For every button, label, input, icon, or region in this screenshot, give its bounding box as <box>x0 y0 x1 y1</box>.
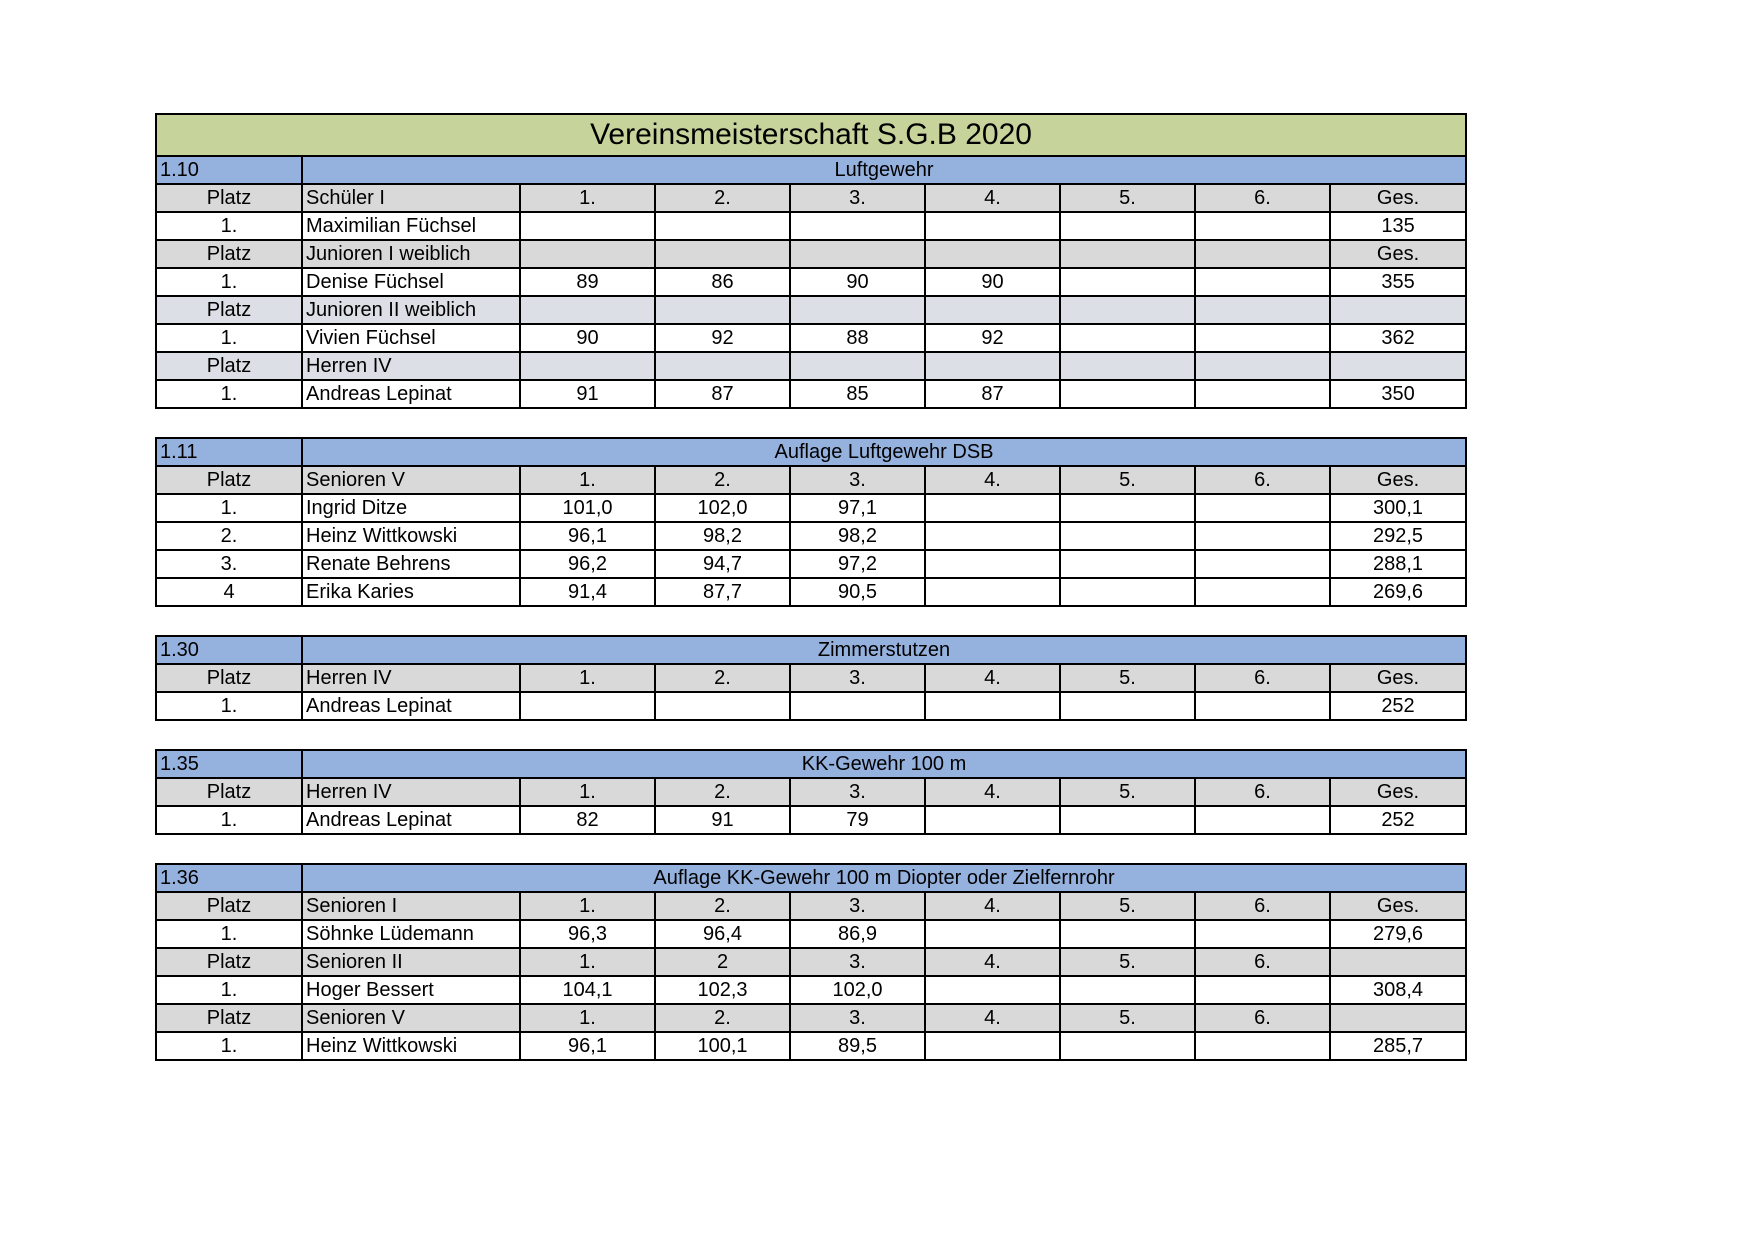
section-table <box>155 437 1467 607</box>
class-header-row <box>156 778 1466 806</box>
score-cell: 96,3 <box>520 920 655 948</box>
header-cell <box>1195 240 1330 268</box>
score-cell: 96,4 <box>655 920 790 948</box>
class-header-row <box>156 1004 1466 1032</box>
score-cell <box>1060 212 1195 240</box>
header-cell: 1. <box>520 664 655 692</box>
section-gap <box>155 607 1465 635</box>
score-cell <box>1195 268 1330 296</box>
class-name: Senioren II <box>302 948 520 976</box>
score-cell <box>1060 578 1195 606</box>
score-cell <box>520 212 655 240</box>
score-cell <box>790 692 925 720</box>
header-cell: Platz <box>156 664 302 692</box>
header-cell: Ges. <box>1330 778 1466 806</box>
section-code: 1.10 <box>156 156 302 184</box>
rank-cell: 1. <box>156 212 302 240</box>
score-cell: 96,1 <box>520 522 655 550</box>
header-cell: 1. <box>520 948 655 976</box>
header-cell: Platz <box>156 352 302 380</box>
score-cell <box>925 1032 1060 1060</box>
score-cell: 101,0 <box>520 494 655 522</box>
score-cell <box>925 212 1060 240</box>
header-cell <box>655 240 790 268</box>
class-name: Herren IV <box>302 352 520 380</box>
section-name: Auflage Luftgewehr DSB <box>302 438 1466 466</box>
table-row <box>156 692 1466 720</box>
title-row <box>156 114 1466 156</box>
header-cell: Platz <box>156 1004 302 1032</box>
header-cell <box>1330 352 1466 380</box>
table-row <box>156 212 1466 240</box>
score-cell <box>1060 494 1195 522</box>
score-cell <box>1195 380 1330 408</box>
score-cell <box>1195 692 1330 720</box>
header-cell: 5. <box>1060 948 1195 976</box>
header-cell: 2. <box>655 892 790 920</box>
score-cell: 104,1 <box>520 976 655 1004</box>
rank-cell: 1. <box>156 1032 302 1060</box>
total-cell: 288,1 <box>1330 550 1466 578</box>
score-cell <box>1195 1032 1330 1060</box>
header-cell: Ges. <box>1330 466 1466 494</box>
score-cell <box>1195 550 1330 578</box>
score-cell: 87,7 <box>655 578 790 606</box>
header-cell: 3. <box>790 948 925 976</box>
score-cell: 100,1 <box>655 1032 790 1060</box>
total-cell: 350 <box>1330 380 1466 408</box>
class-name: Senioren V <box>302 1004 520 1032</box>
rank-cell: 1. <box>156 976 302 1004</box>
header-cell: 1. <box>520 1004 655 1032</box>
score-cell <box>655 692 790 720</box>
table-row <box>156 578 1466 606</box>
score-cell <box>1060 268 1195 296</box>
header-cell: 1. <box>520 466 655 494</box>
header-cell: 5. <box>1060 892 1195 920</box>
score-cell: 87 <box>655 380 790 408</box>
score-cell: 91 <box>520 380 655 408</box>
shooter-name: Hoger Bessert <box>302 976 520 1004</box>
shooter-name: Vivien Füchsel <box>302 324 520 352</box>
score-cell: 96,2 <box>520 550 655 578</box>
header-cell: 6. <box>1195 778 1330 806</box>
score-cell: 88 <box>790 324 925 352</box>
score-cell <box>1060 976 1195 1004</box>
shooter-name: Erika Karies <box>302 578 520 606</box>
header-cell <box>925 296 1060 324</box>
header-cell: Platz <box>156 240 302 268</box>
score-cell <box>925 578 1060 606</box>
shooter-name: Söhnke Lüdemann <box>302 920 520 948</box>
rank-cell: 1. <box>156 268 302 296</box>
page-title: Vereinsmeisterschaft S.G.B 2020 <box>156 114 1466 156</box>
total-cell: 285,7 <box>1330 1032 1466 1060</box>
section-table <box>155 863 1467 1061</box>
score-cell <box>1195 920 1330 948</box>
total-cell: 308,4 <box>1330 976 1466 1004</box>
score-cell: 86,9 <box>790 920 925 948</box>
shooter-name: Renate Behrens <box>302 550 520 578</box>
score-cell: 97,1 <box>790 494 925 522</box>
header-cell: 2 <box>655 948 790 976</box>
total-cell: 252 <box>1330 806 1466 834</box>
score-cell <box>1060 692 1195 720</box>
section-name: Luftgewehr <box>302 156 1466 184</box>
header-cell: 5. <box>1060 778 1195 806</box>
score-cell <box>1195 494 1330 522</box>
score-cell <box>1195 976 1330 1004</box>
section-table <box>155 113 1467 409</box>
header-cell <box>1060 240 1195 268</box>
score-cell: 91 <box>655 806 790 834</box>
class-name: Herren IV <box>302 778 520 806</box>
score-cell <box>1195 212 1330 240</box>
header-cell: 6. <box>1195 892 1330 920</box>
header-cell <box>790 240 925 268</box>
header-cell: 4. <box>925 1004 1060 1032</box>
class-header-row <box>156 352 1466 380</box>
total-cell: 362 <box>1330 324 1466 352</box>
header-cell: 3. <box>790 466 925 494</box>
score-cell <box>1060 380 1195 408</box>
class-header-row <box>156 664 1466 692</box>
total-cell: 135 <box>1330 212 1466 240</box>
header-cell: Ges. <box>1330 664 1466 692</box>
shooter-name: Andreas Lepinat <box>302 692 520 720</box>
header-cell: 5. <box>1060 184 1195 212</box>
score-cell: 86 <box>655 268 790 296</box>
class-name: Senioren I <box>302 892 520 920</box>
score-cell: 96,1 <box>520 1032 655 1060</box>
header-cell: Platz <box>156 778 302 806</box>
header-cell <box>520 352 655 380</box>
rank-cell: 1. <box>156 380 302 408</box>
score-cell: 89,5 <box>790 1032 925 1060</box>
header-cell: 4. <box>925 466 1060 494</box>
score-cell <box>925 806 1060 834</box>
score-cell: 82 <box>520 806 655 834</box>
class-header-row <box>156 466 1466 494</box>
total-cell: 355 <box>1330 268 1466 296</box>
table-row <box>156 494 1466 522</box>
class-header-row <box>156 892 1466 920</box>
score-cell <box>1195 578 1330 606</box>
score-cell <box>790 212 925 240</box>
shooter-name: Ingrid Ditze <box>302 494 520 522</box>
class-name: Senioren V <box>302 466 520 494</box>
section-name: KK-Gewehr 100 m <box>302 750 1466 778</box>
total-cell: 269,6 <box>1330 578 1466 606</box>
header-cell: 2. <box>655 184 790 212</box>
section-code: 1.36 <box>156 864 302 892</box>
header-cell: 3. <box>790 184 925 212</box>
section-name: Auflage KK-Gewehr 100 m Diopter oder Zielfernrohr <box>302 864 1466 892</box>
section-header-row <box>156 156 1466 184</box>
score-cell: 94,7 <box>655 550 790 578</box>
header-cell: Ges. <box>1330 892 1466 920</box>
section-code: 1.35 <box>156 750 302 778</box>
header-cell <box>1195 352 1330 380</box>
header-cell: 6. <box>1195 948 1330 976</box>
score-cell <box>1195 522 1330 550</box>
class-header-row <box>156 296 1466 324</box>
header-cell: 4. <box>925 892 1060 920</box>
header-cell: 1. <box>520 184 655 212</box>
header-cell: Platz <box>156 948 302 976</box>
header-cell: 5. <box>1060 664 1195 692</box>
score-cell <box>1060 324 1195 352</box>
score-cell <box>1060 1032 1195 1060</box>
rank-cell: 1. <box>156 494 302 522</box>
header-cell: Platz <box>156 466 302 494</box>
rank-cell: 4 <box>156 578 302 606</box>
header-cell <box>520 296 655 324</box>
header-cell: 6. <box>1195 466 1330 494</box>
rank-cell: 3. <box>156 550 302 578</box>
score-cell: 102,0 <box>790 976 925 1004</box>
section-gap <box>155 721 1465 749</box>
score-cell <box>1060 806 1195 834</box>
score-cell: 97,2 <box>790 550 925 578</box>
section-code: 1.11 <box>156 438 302 466</box>
score-cell: 92 <box>925 324 1060 352</box>
score-cell <box>925 692 1060 720</box>
score-cell <box>925 522 1060 550</box>
header-cell <box>520 240 655 268</box>
section-table <box>155 749 1467 835</box>
header-cell: 5. <box>1060 1004 1195 1032</box>
score-cell <box>925 494 1060 522</box>
header-cell: 3. <box>790 892 925 920</box>
score-cell: 90,5 <box>790 578 925 606</box>
header-cell <box>1060 352 1195 380</box>
score-cell: 90 <box>520 324 655 352</box>
header-cell: 6. <box>1195 1004 1330 1032</box>
header-cell: 4. <box>925 184 1060 212</box>
header-cell: Ges. <box>1330 240 1466 268</box>
header-cell <box>655 352 790 380</box>
header-cell <box>1060 296 1195 324</box>
rank-cell: 1. <box>156 324 302 352</box>
header-cell: 1. <box>520 892 655 920</box>
section-header-row <box>156 636 1466 664</box>
header-cell: 5. <box>1060 466 1195 494</box>
total-cell: 252 <box>1330 692 1466 720</box>
table-row <box>156 522 1466 550</box>
class-name: Junioren I weiblich <box>302 240 520 268</box>
score-cell: 79 <box>790 806 925 834</box>
class-header-row <box>156 948 1466 976</box>
score-cell: 90 <box>790 268 925 296</box>
header-cell: 1. <box>520 778 655 806</box>
shooter-name: Denise Füchsel <box>302 268 520 296</box>
header-cell <box>1330 1004 1466 1032</box>
rank-cell: 1. <box>156 692 302 720</box>
score-cell <box>925 976 1060 1004</box>
table-row <box>156 806 1466 834</box>
shooter-name: Andreas Lepinat <box>302 806 520 834</box>
header-cell: 2. <box>655 664 790 692</box>
header-cell <box>925 240 1060 268</box>
header-cell <box>925 352 1060 380</box>
rank-cell: 2. <box>156 522 302 550</box>
header-cell: 3. <box>790 664 925 692</box>
header-cell: 4. <box>925 948 1060 976</box>
score-cell: 85 <box>790 380 925 408</box>
class-header-row <box>156 184 1466 212</box>
table-row <box>156 324 1466 352</box>
score-cell: 98,2 <box>790 522 925 550</box>
table-row <box>156 550 1466 578</box>
header-cell <box>1195 296 1330 324</box>
total-cell: 279,6 <box>1330 920 1466 948</box>
score-cell <box>1195 806 1330 834</box>
header-cell: Platz <box>156 296 302 324</box>
section-header-row <box>156 438 1466 466</box>
section-header-row <box>156 750 1466 778</box>
header-cell <box>1330 296 1466 324</box>
header-cell: 6. <box>1195 184 1330 212</box>
results-sheet <box>155 113 1465 1061</box>
section-code: 1.30 <box>156 636 302 664</box>
score-cell: 102,3 <box>655 976 790 1004</box>
table-row <box>156 268 1466 296</box>
table-row <box>156 1032 1466 1060</box>
header-cell: 4. <box>925 664 1060 692</box>
total-cell: 300,1 <box>1330 494 1466 522</box>
score-cell <box>1060 920 1195 948</box>
shooter-name: Heinz Wittkowski <box>302 522 520 550</box>
table-row <box>156 920 1466 948</box>
header-cell: 2. <box>655 466 790 494</box>
header-cell <box>1330 948 1466 976</box>
section-header-row <box>156 864 1466 892</box>
header-cell: 2. <box>655 778 790 806</box>
score-cell: 91,4 <box>520 578 655 606</box>
header-cell <box>790 296 925 324</box>
total-cell: 292,5 <box>1330 522 1466 550</box>
score-cell: 87 <box>925 380 1060 408</box>
shooter-name: Andreas Lepinat <box>302 380 520 408</box>
score-cell <box>655 212 790 240</box>
section-table <box>155 635 1467 721</box>
score-cell: 90 <box>925 268 1060 296</box>
header-cell: 4. <box>925 778 1060 806</box>
header-cell: Platz <box>156 892 302 920</box>
header-cell <box>655 296 790 324</box>
section-gap <box>155 409 1465 437</box>
score-cell <box>925 920 1060 948</box>
section-name: Zimmerstutzen <box>302 636 1466 664</box>
header-cell: 3. <box>790 778 925 806</box>
header-cell: Platz <box>156 184 302 212</box>
header-cell: 3. <box>790 1004 925 1032</box>
score-cell <box>1195 324 1330 352</box>
score-cell: 102,0 <box>655 494 790 522</box>
score-cell: 89 <box>520 268 655 296</box>
score-cell: 98,2 <box>655 522 790 550</box>
score-cell <box>1060 522 1195 550</box>
shooter-name: Heinz Wittkowski <box>302 1032 520 1060</box>
header-cell: 6. <box>1195 664 1330 692</box>
class-name: Junioren II weiblich <box>302 296 520 324</box>
class-header-row <box>156 240 1466 268</box>
header-cell: 2. <box>655 1004 790 1032</box>
header-cell <box>790 352 925 380</box>
rank-cell: 1. <box>156 920 302 948</box>
score-cell <box>520 692 655 720</box>
score-cell: 92 <box>655 324 790 352</box>
score-cell <box>1060 550 1195 578</box>
table-row <box>156 380 1466 408</box>
header-cell: Ges. <box>1330 184 1466 212</box>
class-name: Schüler I <box>302 184 520 212</box>
shooter-name: Maximilian Füchsel <box>302 212 520 240</box>
rank-cell: 1. <box>156 806 302 834</box>
score-cell <box>925 550 1060 578</box>
section-gap <box>155 835 1465 863</box>
class-name: Herren IV <box>302 664 520 692</box>
table-row <box>156 976 1466 1004</box>
